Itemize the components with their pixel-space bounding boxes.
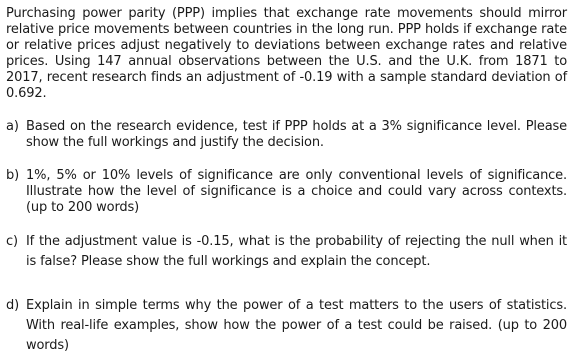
question-c xyxy=(6,232,567,272)
question-b xyxy=(6,168,567,216)
question-c-text: If the adjustment value is -0.15, what is the probability of rejecting the null when it is false? Please show the full workings and explain the concept. xyxy=(26,234,567,269)
question-a-text: Based on the research evidence, test if PPP holds at a 3% significance level. Please show the full workings and justify the decision. xyxy=(26,119,567,150)
question-b-letter: b) xyxy=(6,168,20,183)
question-a xyxy=(6,119,567,151)
question-d xyxy=(6,296,567,356)
question-b-text: 1%, 5% or 10% levels of significance are only conventional levels of significance. Illustrate how the level of significance is a choice and could vary across contexts. (up to 200 words) xyxy=(26,168,567,215)
question-c-letter: c) xyxy=(6,234,18,249)
question-d-letter: d) xyxy=(6,298,20,313)
question-a-letter: a) xyxy=(6,119,19,134)
question-d-text: Explain in simple terms why the power of a test matters to the users of statistics. With real-life examples, show how the power of a test could be raised. (up to 200 words) xyxy=(26,298,567,353)
intro-paragraph: Purchasing power parity (PPP) implies that exchange rate movements should mirror relative price movements between countries in the long run. PPP holds if exchange rate or relative prices adjust negatively to deviations between exchange rates and relative prices. Using 147 annual observations between the U.S. and the U.K. from 1871 to 2017, recent research finds an adjustment of -0.19 with a sample standard deviation of 0.692. xyxy=(6,6,567,101)
